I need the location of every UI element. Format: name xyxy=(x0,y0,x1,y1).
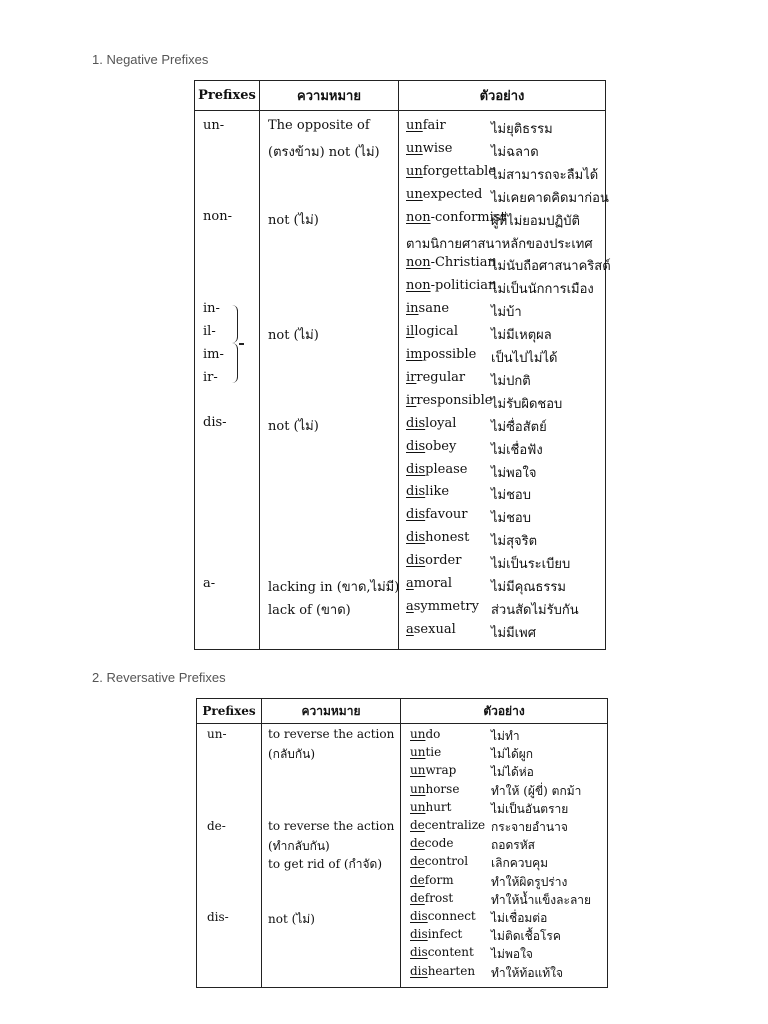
example-word xyxy=(406,553,461,568)
prefix-underline: ir xyxy=(406,369,417,385)
example-translation: ไม่ชอบ xyxy=(491,488,531,504)
brace-tip xyxy=(239,343,244,345)
prefix-underline: un xyxy=(410,781,426,796)
example-translation: ส่วนสัดไม่รับกัน xyxy=(491,602,579,618)
word-remainder: regular xyxy=(416,369,466,385)
example-translation: ทำให้ท้อแท้ใจ xyxy=(491,965,564,980)
example-word xyxy=(406,393,492,408)
example-translation: ไม่บ้า xyxy=(491,305,522,321)
example-translation: ไม่ได้ห่อ xyxy=(491,765,534,780)
example-translation: ไม่เป็นนักการเมือง xyxy=(491,282,594,298)
example-word xyxy=(410,836,454,850)
prefix-underline: ir xyxy=(406,392,417,408)
example-translation: ไม่พอใจ xyxy=(491,465,537,481)
word-remainder: forgettable xyxy=(422,163,496,179)
example-word xyxy=(406,347,476,362)
prefix-cell: in- xyxy=(203,301,220,316)
word-remainder: do xyxy=(425,727,441,741)
example-word xyxy=(406,507,467,522)
word-remainder: form xyxy=(424,872,454,887)
example-translation: เป็นไปไม่ได้ xyxy=(491,351,558,366)
example-translation: ถอดรหัส xyxy=(491,838,535,853)
word-remainder: responsible xyxy=(416,392,493,408)
meaning-cell: lacking in (ขาด,ไม่มี) xyxy=(268,580,400,595)
example-word xyxy=(410,873,454,887)
word-remainder: frost xyxy=(424,890,454,905)
header-example: ตัวอย่าง xyxy=(483,703,525,718)
example-word xyxy=(406,301,449,316)
prefix-cell: il- xyxy=(203,324,216,339)
prefix-underline: dis xyxy=(406,461,426,477)
example-word xyxy=(406,164,496,179)
prefix-cell: ir- xyxy=(203,370,218,385)
word-remainder: symmetry xyxy=(413,598,479,614)
word-remainder: hurt xyxy=(425,799,452,814)
prefix-cell: de- xyxy=(207,819,226,833)
example-word xyxy=(406,141,452,156)
meaning-cell: not (ไม่) xyxy=(268,328,319,343)
example-translation: ไม่สามารถจะลืมได้ xyxy=(491,167,599,183)
header-divider xyxy=(195,110,605,111)
prefix-underline: dis xyxy=(410,927,428,942)
example-word xyxy=(406,462,467,477)
word-remainder: ตามนิกายศาสนาหลักของประเทศ xyxy=(406,236,593,252)
prefix-cell: a- xyxy=(203,576,216,591)
prefix-underline: in xyxy=(406,301,419,317)
word-remainder: possible xyxy=(422,347,477,362)
prefix-cell: im- xyxy=(203,347,224,362)
example-translation: ไม่สุจริต xyxy=(491,534,538,550)
example-word xyxy=(410,818,485,832)
meaning-cell: The opposite of xyxy=(268,118,370,133)
example-translation: ไม่เชื่อฟัง xyxy=(491,442,543,458)
prefix-underline: un xyxy=(410,763,426,778)
example-translation: ไม่ติดเชื้อโรค xyxy=(491,929,561,944)
meaning-cell: not (ไม่) xyxy=(268,419,319,434)
example-translation: ไม่นับถือศาสนาคริสต์ xyxy=(491,259,611,275)
brace-icon xyxy=(231,343,238,383)
example-translation: ไม่รับผิดชอบ xyxy=(491,396,563,412)
prefix-underline: de xyxy=(410,818,425,832)
example-word xyxy=(406,416,456,431)
example-word xyxy=(410,800,451,814)
column-divider xyxy=(261,699,262,987)
column-divider xyxy=(259,81,260,649)
meaning-cell: to get rid of (กำจัด) xyxy=(268,857,383,871)
prefix-underline: un xyxy=(406,163,423,179)
meaning-cell: to reverse the action xyxy=(268,819,395,833)
word-remainder: moral xyxy=(413,576,453,591)
prefix-underline: non xyxy=(406,209,431,225)
meaning-cell: not (ไม่) xyxy=(268,912,315,926)
example-translation: ไม่เป็นอันตราย xyxy=(491,801,569,816)
example-translation: ไม่ฉลาด xyxy=(491,144,539,160)
prefix-underline: a xyxy=(406,598,414,614)
example-translation: ทำให้ (ผู้ขี่) ตกม้า xyxy=(491,783,582,798)
word-remainder: horse xyxy=(425,781,460,796)
negative-prefixes-table xyxy=(194,80,611,650)
prefix-underline: im xyxy=(406,347,423,362)
example-word xyxy=(410,745,441,759)
example-translation: ไม่ได้ผูก xyxy=(491,747,534,762)
meaning-cell: (ทำกลับกัน) xyxy=(268,839,330,853)
example-translation: ไม่เคยคาดคิดมาก่อน xyxy=(491,190,609,206)
example-word xyxy=(410,782,459,796)
example-word xyxy=(410,945,474,959)
example-translation: กระจายอำนาจ xyxy=(491,820,568,834)
meaning-cell: (กลับกัน) xyxy=(268,747,316,761)
prefix-underline: il xyxy=(406,324,415,340)
example-translation: ไม่มีคุณธรรม xyxy=(491,580,566,595)
prefix-cell: dis- xyxy=(207,910,229,924)
example-word xyxy=(406,255,496,270)
word-remainder: favour xyxy=(425,507,468,523)
prefix-underline: un xyxy=(410,745,426,760)
example-translation: ไม่พอใจ xyxy=(491,947,533,962)
word-remainder: content xyxy=(427,945,474,960)
word-remainder: -Christian xyxy=(430,255,496,271)
example-word xyxy=(406,278,496,293)
example-word xyxy=(406,118,446,133)
example-word xyxy=(406,530,469,545)
word-remainder: order xyxy=(425,553,462,569)
prefix-underline: non xyxy=(406,278,431,294)
prefix-underline: un xyxy=(410,727,426,741)
example-word xyxy=(410,854,468,868)
prefix-underline: de xyxy=(410,854,425,869)
example-translation: ไม่ยุติธรรม xyxy=(491,122,553,137)
word-remainder: code xyxy=(424,836,454,851)
prefix-cell: un- xyxy=(207,727,227,741)
reversative-prefixes-table xyxy=(196,698,608,988)
prefix-cell: dis- xyxy=(203,415,227,430)
prefix-underline: un xyxy=(410,799,426,814)
word-remainder: tie xyxy=(425,745,442,760)
word-remainder: sexual xyxy=(413,621,456,637)
example-translation: ทำให้ผิดรูปร่าง xyxy=(491,874,568,889)
prefix-underline: dis xyxy=(410,945,428,960)
word-remainder: hearten xyxy=(427,963,476,978)
meaning-cell: lack of (ขาด) xyxy=(268,603,351,618)
example-translation: ไม่ชอบ xyxy=(491,511,531,527)
word-remainder: please xyxy=(425,461,468,477)
word-remainder: control xyxy=(424,854,469,869)
meaning-cell: to reverse the action xyxy=(268,727,395,741)
example-translation: ทำให้น้ำแข็งละลาย xyxy=(491,892,592,907)
brace-icon xyxy=(231,305,238,343)
header-prefixes: Prefixes xyxy=(198,88,256,103)
example-word xyxy=(406,484,449,499)
word-remainder: -politician xyxy=(430,278,497,294)
prefix-underline: dis xyxy=(406,415,426,431)
prefix-underline: un xyxy=(406,186,423,202)
prefix-underline: un xyxy=(406,140,423,156)
header-prefixes: Prefixes xyxy=(202,704,256,718)
prefix-underline: dis xyxy=(406,553,426,569)
word-remainder: expected xyxy=(422,186,483,202)
column-divider xyxy=(398,81,399,649)
header-meaning: ความหมาย xyxy=(301,703,361,718)
word-remainder: -conformist xyxy=(430,209,506,225)
example-word xyxy=(410,964,475,978)
example-word xyxy=(406,233,593,254)
example-translation: ไม่เป็นระเบียบ xyxy=(491,557,571,573)
example-word xyxy=(406,599,479,614)
example-word xyxy=(410,727,440,741)
word-remainder: like xyxy=(425,484,450,500)
example-translation: ไม่มีเหตุผล xyxy=(491,328,552,344)
example-translation: ไม่ทำ xyxy=(491,729,520,743)
example-word xyxy=(406,622,456,637)
prefix-underline: dis xyxy=(406,484,426,500)
example-translation: ผู้ที่ไม่ยอมปฏิบัติ xyxy=(491,213,580,229)
prefix-underline: dis xyxy=(406,507,426,523)
word-remainder: connect xyxy=(427,909,476,923)
column-divider xyxy=(400,699,401,987)
prefix-underline: dis xyxy=(406,438,426,454)
example-translation: ไม่ซื่อสัตย์ xyxy=(491,419,547,435)
prefix-underline: non xyxy=(406,255,431,271)
word-remainder: logical xyxy=(414,324,458,340)
prefix-underline: dis xyxy=(410,909,428,923)
prefix-cell: non- xyxy=(203,209,232,224)
section-title-negative-prefixes: 1. Negative Prefixes xyxy=(92,52,209,67)
prefix-underline: de xyxy=(410,872,425,887)
word-remainder: wise xyxy=(422,140,453,156)
example-word xyxy=(406,370,465,385)
example-translation: ไม่ปกติ xyxy=(491,373,531,389)
prefix-cell: un- xyxy=(203,118,225,133)
prefix-underline: dis xyxy=(406,530,426,546)
example-word xyxy=(406,324,458,339)
meaning-cell: not (ไม่) xyxy=(268,213,319,228)
example-word xyxy=(406,439,456,454)
example-translation: เลิกควบคุม xyxy=(491,856,549,871)
word-remainder: honest xyxy=(425,530,470,546)
section-title-reversative-prefixes: 2. Reversative Prefixes xyxy=(92,670,226,685)
example-word xyxy=(410,763,456,777)
prefix-underline: dis xyxy=(410,963,428,978)
word-remainder: fair xyxy=(422,118,446,133)
prefix-underline: de xyxy=(410,836,425,851)
word-remainder: centralize xyxy=(424,818,486,832)
word-remainder: sane xyxy=(418,301,450,317)
example-word xyxy=(410,927,462,941)
meaning-cell: (ตรงข้าม) not (ไม่) xyxy=(268,145,380,160)
word-remainder: wrap xyxy=(425,763,457,778)
example-translation: ไม่มีเพศ xyxy=(491,625,536,641)
header-meaning: ความหมาย xyxy=(297,89,361,104)
example-word xyxy=(410,891,453,905)
prefix-underline: a xyxy=(406,621,414,637)
prefix-underline: un xyxy=(406,118,423,133)
prefix-underline: a xyxy=(406,576,414,591)
header-divider xyxy=(197,723,607,724)
example-word xyxy=(410,909,476,923)
word-remainder: loyal xyxy=(425,415,457,431)
header-example: ตัวอย่าง xyxy=(479,89,525,104)
example-word xyxy=(406,576,452,591)
word-remainder: infect xyxy=(427,927,463,942)
example-word xyxy=(406,187,482,202)
example-translation: ไม่เชื่อมต่อ xyxy=(491,911,548,925)
word-remainder: obey xyxy=(425,438,457,454)
prefix-underline: de xyxy=(410,890,425,905)
